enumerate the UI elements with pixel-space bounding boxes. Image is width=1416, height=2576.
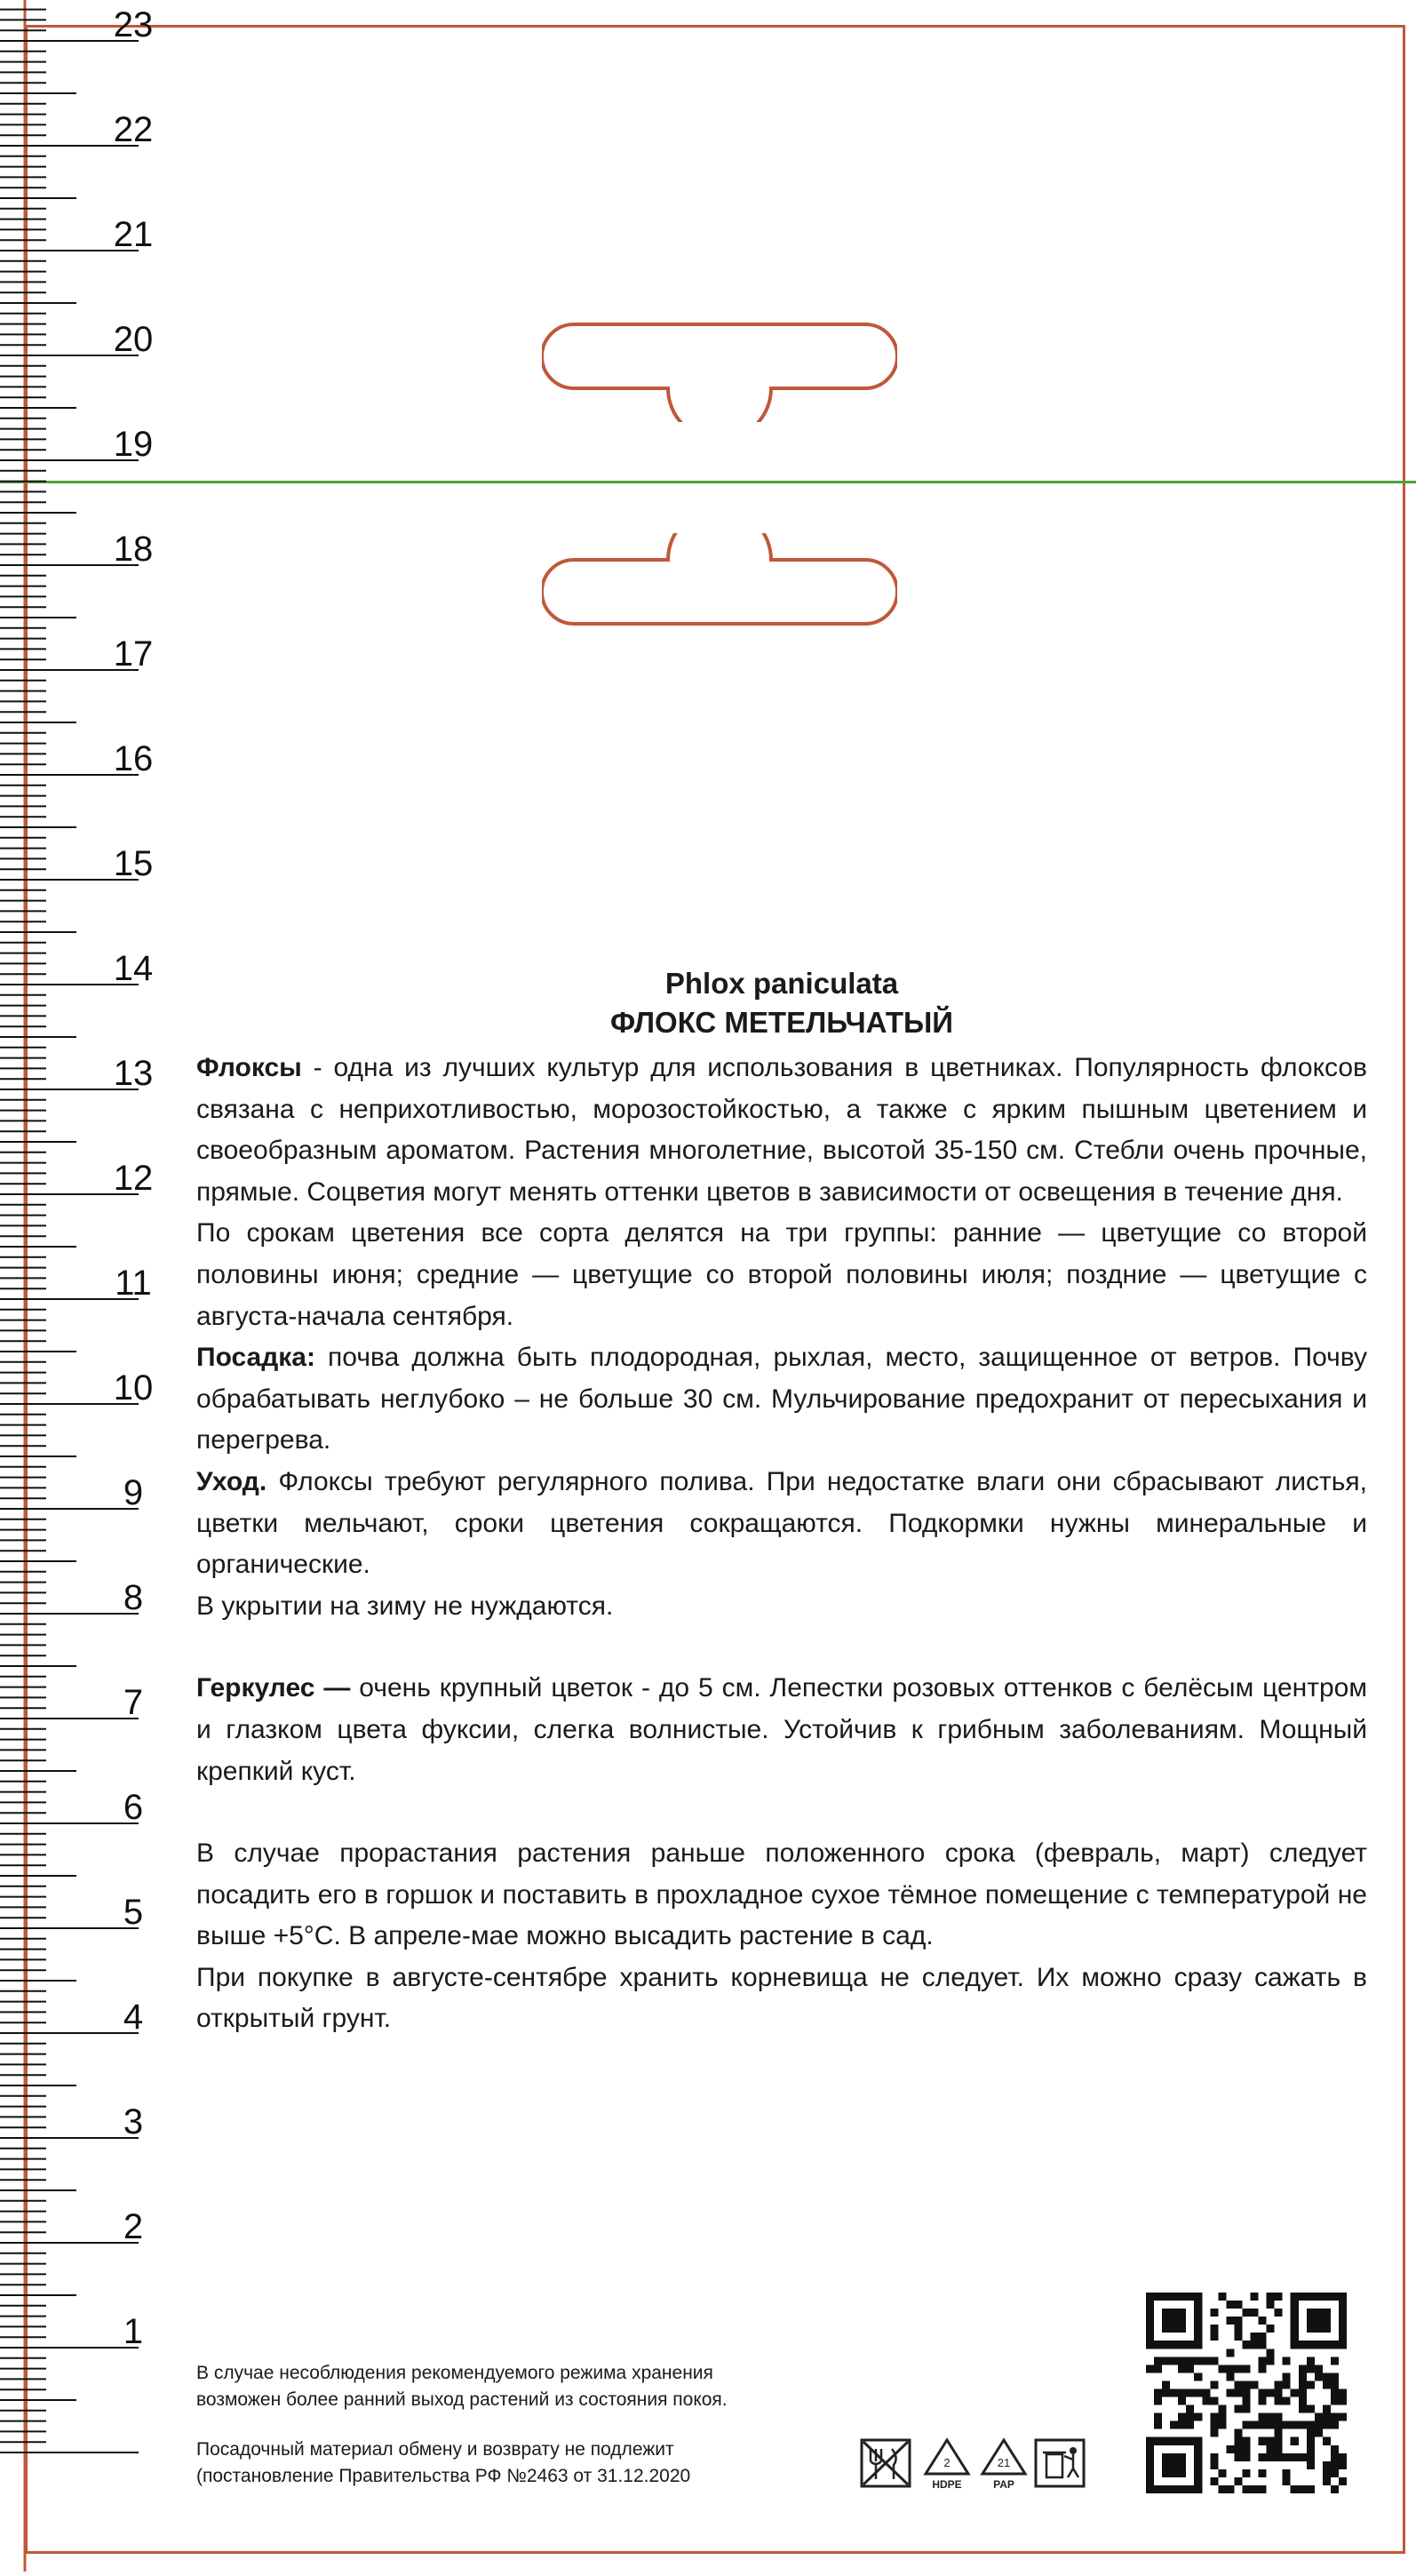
intro-text: - одна из лучших культур для использования в цветниках. Популярность флоксов связана с неприхотливостью, морозостойкостью, а также с ярким пышным цветением и своеобразным ароматом. Растения многолетние, высотой 35-150 см. Стебли очень прочные, прямые. Соцветия могут менять оттенки цветов в зависимости от освещения в течение дня. — [196, 1053, 1367, 1207]
hanger-slot-bottom — [542, 533, 897, 640]
ruler-label: 16 — [113, 739, 154, 778]
ruler-label: 19 — [113, 425, 154, 464]
ruler-label: 3 — [123, 2102, 144, 2141]
trash-bin-icon — [1036, 2440, 1084, 2486]
ruler-label: 17 — [113, 634, 154, 674]
ruler-label: 10 — [113, 1368, 154, 1408]
latin-name: Phlox paniculata — [664, 967, 899, 1000]
ruler-label: 18 — [113, 530, 154, 569]
care-paragraph — [196, 1462, 1367, 1586]
recycle-pap-icon — [982, 2440, 1025, 2491]
russian-name: ФЛОКС МЕТЕЛЬЧАТЫЙ — [609, 1006, 954, 1039]
groups-paragraph: По срокам цветения все сорта делятся на три группы: ранние — цветущие со второй половины июня; средние — цветущие со второй половины июля; поздние — цветущие с августа-начала сентября. — [196, 1218, 1367, 1331]
variety-text: очень крупный цветок - до 5 см. Лепестки розовых оттенков с белёсым центром и глазком цвета фуксии, слегка волнистые. Устойчив к грибным заболеваниям. Мощный крепкий куст. — [196, 1673, 1367, 1786]
storage-note — [196, 2360, 871, 2413]
variety-paragraph — [196, 1668, 1367, 1792]
storage-note-line2: возможен более ранний выход растений из состояния покоя. — [196, 2389, 728, 2410]
care-text: Флоксы требуют регулярного полива. При недостатке влаги они сбрасывают листья, цветки мельчают, сроки цветения сокращаются. Подкормки нужны минеральные и органические. — [196, 1466, 1367, 1580]
return-note-line2: (постановление Правительства РФ №2463 от 31.12.2020 — [196, 2466, 691, 2486]
hanger-slot-top — [542, 315, 897, 422]
ruler-label: 21 — [113, 215, 154, 254]
no-food-contact-icon — [862, 2440, 910, 2486]
storage-note-line1: В случае несоблюдения рекомендуемого режима хранения — [196, 2363, 713, 2383]
ruler-label: 23 — [113, 5, 154, 44]
qr-code-icon — [1146, 2293, 1347, 2493]
recycle-pap-label: PAP — [993, 2478, 1014, 2491]
ruler-label: 6 — [123, 1788, 144, 1827]
ruler-label: 9 — [123, 1473, 144, 1512]
eco-icons — [858, 2435, 1098, 2492]
fold-line — [0, 481, 1416, 483]
intro-bold: Флоксы — [196, 1053, 302, 1082]
ruler-label: 12 — [113, 1159, 154, 1198]
description-block — [196, 964, 1367, 2040]
purchase-paragraph: При покупке в августе-сентябре хранить корневища не следует. Их можно сразу сажать в открытый грунт. — [196, 1962, 1367, 2034]
recycle-pap-number: 21 — [997, 2456, 1011, 2469]
return-note — [196, 2436, 871, 2490]
ruler — [0, 0, 160, 2572]
care-bold: Уход. — [196, 1466, 267, 1496]
planting-bold: Посадка: — [196, 1343, 315, 1373]
ruler-label: 13 — [113, 1054, 154, 1093]
planting-text: почва должна быть плодородная, рыхлая, место, защищенное от ветров. Почву обрабатывать неглубоко – не больше 30 см. Мульчирование предохранит от пересыхания и перегрева. — [196, 1343, 1367, 1455]
recycle-hdpe-label: HDPE — [932, 2478, 962, 2491]
sprouting-paragraph: В случае прорастания растения раньше положенного срока (февраль, март) следует посадить его в горшок и поставить в прохладное сухое тёмное помещение с температурой не выше +5°C. В апреле-мае можно высадить растение в сад. — [196, 1838, 1367, 1951]
ruler-label: 5 — [123, 1893, 144, 1932]
ruler-label: 2 — [123, 2207, 144, 2246]
return-note-line1: Посадочный материал обмену и возврату не подлежит — [196, 2439, 674, 2460]
winter-paragraph: В укрытии на зиму не нуждаются. — [196, 1591, 614, 1621]
ruler-label: 8 — [123, 1578, 144, 1617]
recycle-hdpe-icon — [926, 2440, 968, 2491]
recycle-hdpe-number: 2 — [943, 2456, 951, 2469]
intro-paragraph — [196, 1048, 1367, 1213]
planting-paragraph — [196, 1337, 1367, 1462]
ruler-label: 1 — [123, 2312, 144, 2351]
ruler-label: 20 — [113, 320, 154, 359]
ruler-label: 14 — [113, 949, 154, 988]
ruler-label: 4 — [123, 1998, 144, 2037]
ruler-label: 11 — [115, 1264, 152, 1303]
ruler-label: 7 — [123, 1683, 144, 1722]
ruler-label: 22 — [113, 110, 154, 149]
variety-bold: Геркулес — — [196, 1673, 351, 1703]
ruler-label: 15 — [113, 844, 154, 883]
